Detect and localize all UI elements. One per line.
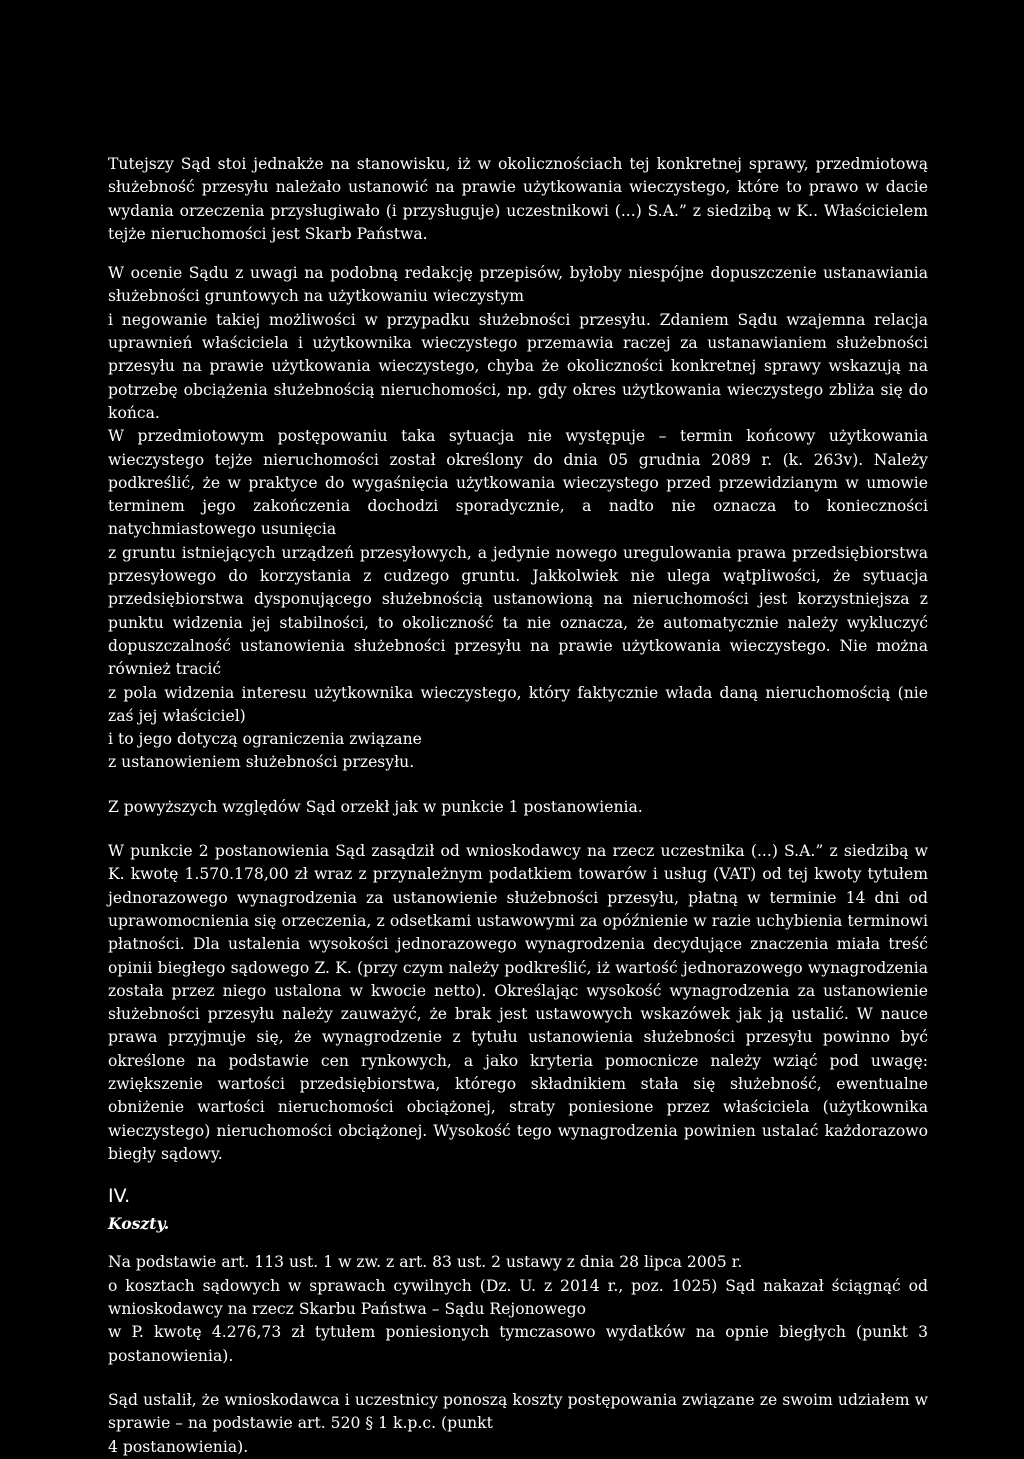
paragraph-line: i to jego dotyczą ograniczenia związane <box>108 730 422 749</box>
paragraph-ruling-point-1 <box>108 796 928 819</box>
paragraph-line: W przedmiotowym postępowaniu taka sytuacja nie występuje – termin końcowy użytkowania wieczystego tejże nieruchomości został określony do dnia 05 grudnia 2089 r. (k. 263v). Należy podkreślić, że w praktyce do wygaśnięcia użytkowania wieczystego przed przewidzianym w umowie terminem jego zakończenia dochodzi sporadycznie, a nadto nie oznacza to konieczności natychmiastowego usunięcia <box>108 427 928 539</box>
paragraph-court-assessment <box>108 262 928 775</box>
paragraph-line: z ustanowieniem służebności przesyłu. <box>108 753 415 772</box>
paragraph-line: Z powyższych względów Sąd orzekł jak w punkcie 1 postanowienia. <box>108 797 643 816</box>
paragraph-line: i negowanie takiej możliwości w przypadku służebności przesyłu. Zdaniem Sądu wzajemna relacja uprawnień właściciela i użytkownika wieczystego przemawia raczej za ustanawianiem służebności przesyłu na prawie użytkowania wieczystego, chyba że okoliczności konkretnej sprawy wskazują na potrzebę obciążenia służebnością nieruchomości, np. gdy okres użytkowania wieczystego zbliża się do końca. <box>108 310 928 422</box>
paragraph-line: W punkcie 2 postanowienia Sąd zasądził od wnioskodawcy na rzecz uczestnika (...) S.A.” z siedzibą w K. kwotę 1.570.178,00 zł wraz z przynależnym podatkiem towarów i usług (VAT) od tej kwoty tytułem jednorazowego wynagrodzenia za ustanowienie służebności przesyłu, płatną w terminie 14 dni od uprawomocnienia się orzeczenia, z odsetkami ustawowymi za opóźnienie w razie uchybienia terminowi płatności. Dla ustalenia wysokości jednorazowego wynagrodzenia decydujące znaczenia miała treść opinii biegłego sądowego Z. K. (przy czym należy podkreślić, iż wartość jednorazowego wynagrodzenia została przez niego ustalona w kwocie netto). Określając wysokość wynagrodzenia za ustanowienie służebności przesyłu należy zauważyć, że brak jest ustawowych wskazówek jak ją ustalić. W nauce prawa przyjmuje się, że wynagrodzenie z tytułu ustanowienia służebności przesyłu powinno być określone na podstawie cen rynkowych, a jako kryteria pomocnicze należy wziąć pod uwagę: zwiększenie wartości przedsiębiorstwa, którego składnikiem stała się służebność, ewentualne obniżenie wartości nieruchomości obciążonej, straty poniesione przez właściciela (użytkownika wieczystego) nieruchomości obciążonej. Wysokość tego wynagrodzenia powinien ustalać każdorazowo biegły sądowy. <box>108 842 928 1163</box>
paragraph-line: z gruntu istniejących urządzeń przesyłowych, a jedynie nowego uregulowania prawa przedsiębiorstwa przesyłowego do korzystania z cudzego gruntu. Jakkolwiek nie ulega wątpliwości, że sytuacja przedsiębiorstwa dysponującego służebnością ustanowioną na nieruchomości jest korzystniejsza z punktu widzenia jej stabilności, to okoliczność ta nie oznacza, że automatycznie należy wykluczyć dopuszczalność ustanowienia służebności przesyłu na prawie użytkowania wieczystego. Nie można również tracić <box>108 543 928 679</box>
paragraph-line: Na podstawie art. 113 ust. 1 w zw. z art. 83 ust. 2 ustawy z dnia 28 lipca 2005 r. <box>108 1253 743 1272</box>
paragraph-proceeding-costs <box>108 1389 928 1459</box>
paragraph-line: w P. kwotę 4.276,73 zł tytułem poniesionych tymczasowo wydatków na opnie biegłych (punkt 3 postanowienia). <box>108 1323 928 1365</box>
paragraph-line: Tutejszy Sąd stoi jednakże na stanowisku, iż w okolicznościach tej konkretnej sprawy, przedmiotową służebność przesyłu należało ustanowić na prawie użytkowania wieczystego, które to prawo w dacie wydania orzeczenia przysługiwało (i przysługuje) uczestnikowi (...) S.A.” z siedzibą w K.. Właścicielem tejże nieruchomości jest Skarb Państwa. <box>108 155 928 243</box>
document-page <box>108 153 928 1459</box>
paragraph-line: 4 postanowienia). <box>108 1437 249 1456</box>
paragraph-line: Sąd ustalił, że wnioskodawca i uczestnicy ponoszą koszty postępowania związane ze swoim udziałem w sprawie – na podstawie art. 520 § 1 k.p.c. (punkt <box>108 1390 928 1433</box>
paragraph-court-costs <box>108 1251 928 1367</box>
section-number: IV. <box>108 1185 131 1208</box>
paragraph-easement-position <box>108 153 928 246</box>
paragraph-line: z pola widzenia interesu użytkownika wieczystego, który faktycznie włada daną nieruchomością (nie zaś jej właściciel) <box>108 683 928 725</box>
paragraph-line: W ocenie Sądu z uwagi na podobną redakcję przepisów, byłoby niespójne dopuszczenie ustanawiania służebności gruntowych na użytkowaniu wieczystym <box>108 264 928 306</box>
paragraph-line: o kosztach sądowych w sprawach cywilnych (Dz. U. z 2014 r., poz. 1025) Sąd nakazał ściągnąć od wnioskodawcy na rzecz Skarbu Państwa – Sądu Rejonowego <box>108 1276 928 1319</box>
paragraph-ruling-point-2 <box>108 840 928 1166</box>
section-title: Koszty. <box>108 1214 170 1234</box>
